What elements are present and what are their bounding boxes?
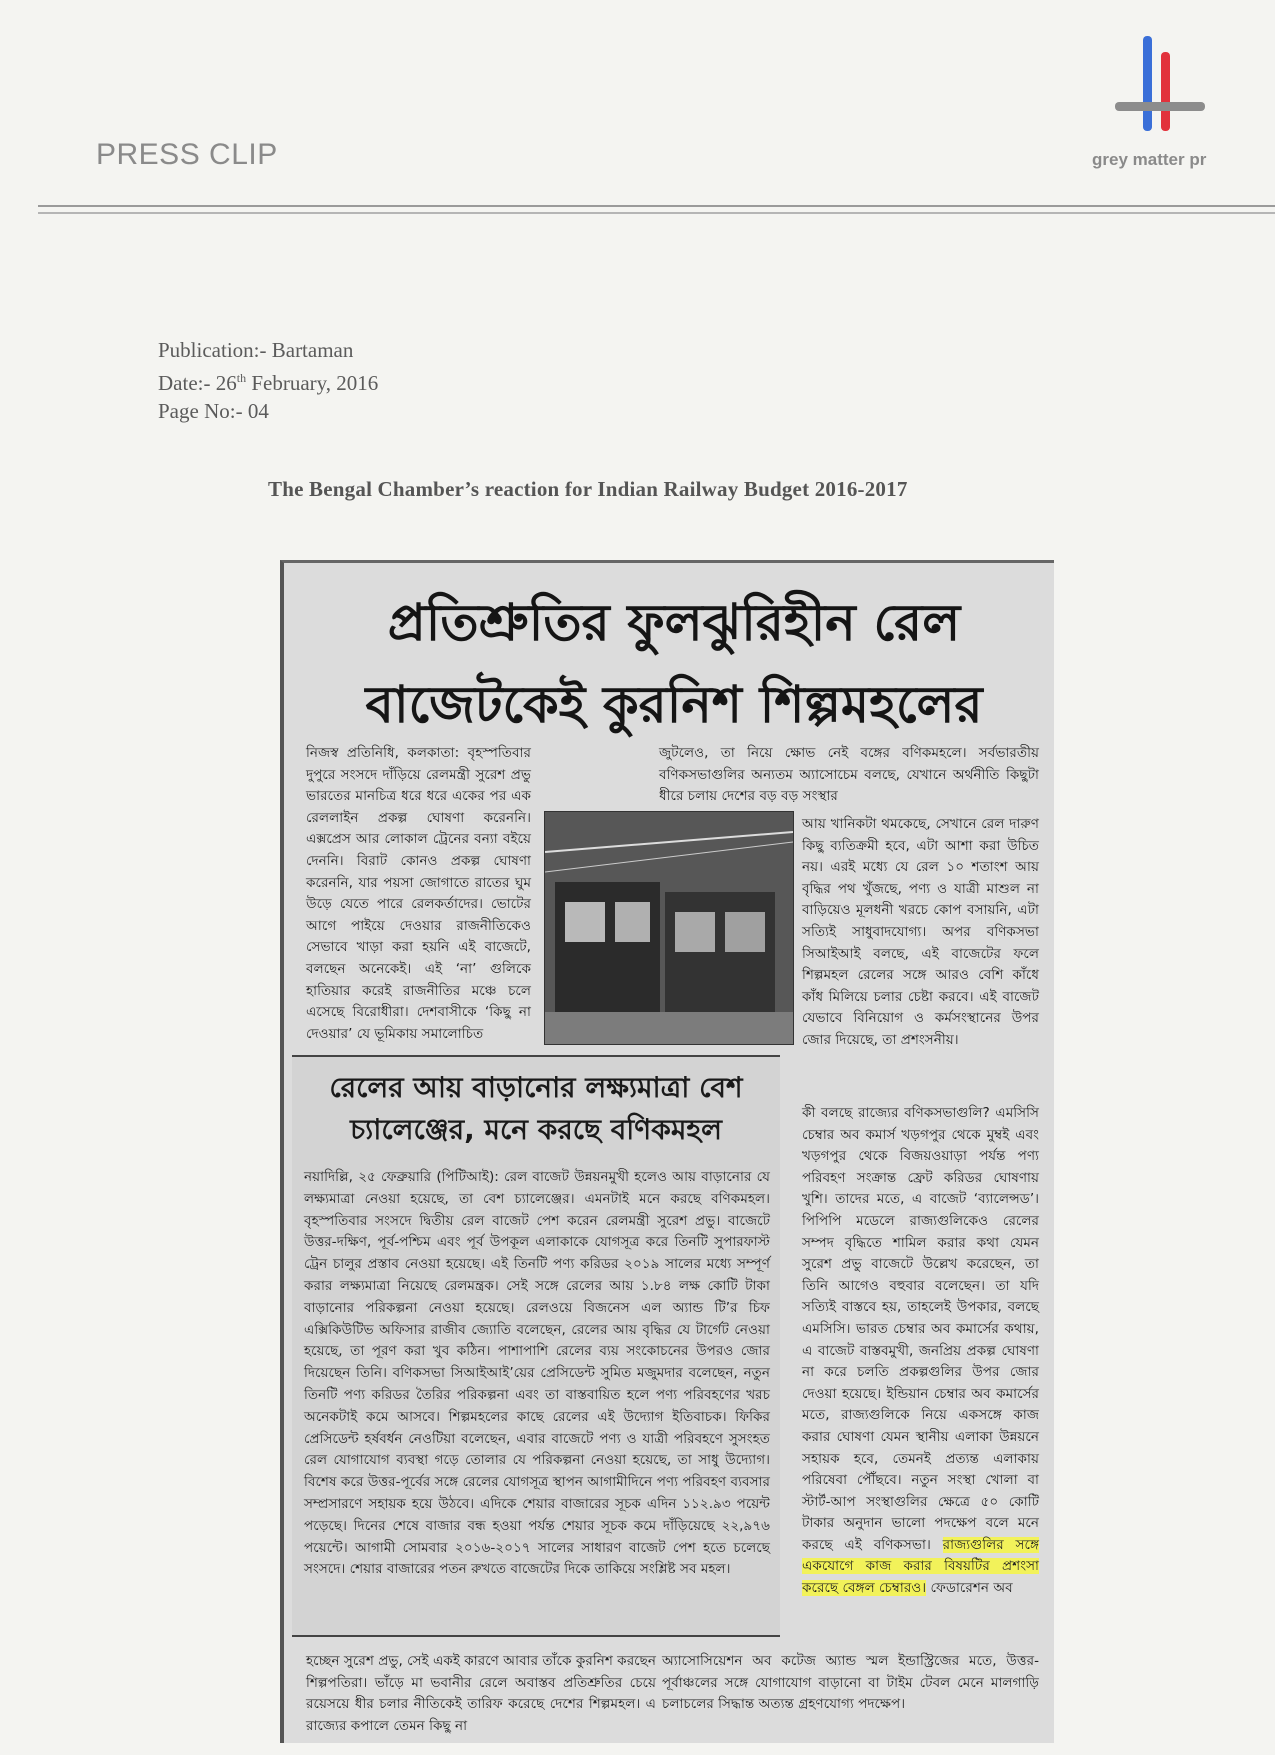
highlighted-text: রাজ্যগুলির সঙ্গে একযোগে কাজ করার বিষয়টির প্রশংসা করেছে বেঙ্গল চেম্বারও। [802,1536,1040,1597]
date-line: Date:- 26th February, 2016 [158,371,379,395]
header-rule [38,205,1275,207]
article-column-3: আয় খানিকটা থমকেছে, সেখানে রেল দারুণ কিছু ব্যতিক্রমী হবে, এটা আশা করা উচিত নয়। এরই মধ্যে যে রেল ১০ শতাংশ আয় বৃদ্ধির পথ খুঁজছে, পণ্য ও যাত্রী মাশুল না বাড়িয়েও মূলধনী খরচে কোপ বসায়নি, এটা সত্যিই সাধুবাদযোগ্য। অপর বণিকসভা সিআইআই বলছে, এই বাজেটের ফলে শিল্পমহল রেলের সঙ্গে আরও বেশি কাঁধে কাঁধ মিলিয়ে চলার চেষ্টা করবে। এই বাজেট যেভাবে বিনিয়োগ ও কর্মসংস্থানের উপর জোর দিয়েছে, তা প্রশংসনীয়। [802,816,1039,1048]
page-line: Page No:- 04 [158,399,269,423]
train-photo [544,811,794,1045]
article-column-5: হচ্ছেন সুরেশ প্রভু, সেই একই কারণে আবার তাঁকে কুরনিশ করছেন শিল্পপতিরা। ভাঁড়ে মা ভবানীর রেলে অবাস্তব প্রতিশ্রুতির চেয়ে রয়েসয়ে ধীর চলার নীতিকেই তারিফ করেছে দেশের শিল্পমহল। এ রাজ্যের কপালে তেমন কিছু না [306,1653,656,1734]
publication-meta [158,336,378,425]
article-headline: প্রতিশ্রুতির ফুলঝুরিহীন রেল বাজেটকেই কুরনিশ শিল্পমহলের [365,594,983,735]
sub-article-headline: রেলের আয় বাড়ানোর লক্ষ্যমাত্রা বেশ চ্যালেঞ্জের, মনে করছে বণিকমহল [329,1071,743,1146]
sub-article [292,1055,780,1637]
logo-text: grey matter pr [1092,150,1207,169]
logo-blue-bar [1143,36,1152,131]
article-column-4: কী বলছে রাজ্যের বণিকসভাগুলি? এমসিসি চেম্বার অব কমার্স খড়গপুর থেকে মুম্বই এবং খড়গপুর থেকে বিজয়ওয়াড়া পর্যন্ত পণ্য পরিবহণ সংক্রান্ত ফ্রেট করিডর ঘোষণায় খুশি। তাদের মতে, এ বাজেট ‘ব্যালেন্সড’। পিপিপি মডেলে রাজ্যগুলিকেও রেলের সম্পদ বৃদ্ধিতে শামিল করার কথা যেমন সুরেশ প্রভু বাজেটে উল্লেখ করেছেন, তা তিনি আগেও বহুবার বলেছেন। তা যদি সত্যিই বাস্তবে হয়, তাহলেই উপকার, বলছে এমসিসি। ভারত চেম্বার অব কমার্সের কথায়, এ বাজেট বাস্তবমুখী, জনপ্রিয় প্রকল্প ঘোষণা না করে চলতি প্রকল্পগুলির উপর জোর দেওয়া হয়েছে। ইন্ডিয়ান চেম্বার অব কমার্সের মতে, রাজ্যগুলিকে নিয়ে একসঙ্গে কাজ করার ঘোষণা যেমন স্থানীয় এলাকা উন্নয়নে সহায়ক হবে, তেমনই প্রত্যন্ত এলাকায় পরিষেবা পৌঁছবে। নতুন সংস্থা খোলা বা স্টার্ট-আপ সংস্থাগুলির ক্ষেত্রে ৫০ কোটি টাকার অনুদান ভালো পদক্ষেপ বলে মনে করছে এই বণিকসভা। রাজ্যগুলির সঙ্গে একযোগে কাজ করার বিষয়টির প্রশংসা করেছে বেঙ্গল চেম্বারও। ফেডারেশন অব [802,1105,1040,1597]
logo-red-bar [1161,52,1170,131]
article-column-1: নিজস্ব প্রতিনিধি, কলকাতা: বৃহস্পতিবার দুপুরে সংসদে দাঁড়িয়ে রেলমন্ত্রী সুরেশ প্রভু ভারতের মানচিত্র ধরে ধরে একের পর এক রেললাইন প্রকল্প ঘোষণা করেননি। এক্সপ্রেস আর লোকাল ট্রেনের বন্যা বইয়ে দেননি। বিরাট কোনও প্রকল্প ঘোষণা করেননি, যার পয়সা জোগাতে রাতের ঘুম উড়ে যেতে পারে রেলকর্তাদের। ভোটের আগে পাইয়ে দেওয়ার রাজনীতিকেও সেভাবে খাড়া করা হয়নি এই বাজেটে, বলছেন অনেকেই। এই ‘না’ গুলিকে হাতিয়ার করেই রাজনীতির মঞ্চে চলে এসেছে বিরোধীরা। দেশবাসীকে ‘কিছু না দেওয়ার’ যে ভূমিকায় সমালোচিত [306,745,531,1042]
article-column-2-top: জুটলেও, তা নিয়ে ক্ষোভ নেই বঙ্গের বণিকমহলে। সর্বভারতীয় বণিকসভাগুলির অন্যতম অ্যাসোচেম বলছে, যেখানে অর্থনীতি কিছুটা ধীরে চলায় দেশের বড় বড় সংস্থার [659,745,1039,805]
newspaper-clipping [280,560,1054,1743]
header-rule-secondary [38,212,1275,214]
publication-line: Publication:- Bartaman [158,338,354,362]
article-column-6: অ্যাসোসিয়েশন অব কটেজ অ্যান্ড স্মল ইন্ডাস্ট্রিজের মতে, উত্তর-পূর্বাঞ্চলের সঙ্গে যোগাযোগ বাড়ানো বা টাইম টেবল মেনে মালগাড়ি চলাচলের সিদ্ধান্ত অত্যন্ত গ্রহণযোগ্য পদক্ষেপ। [662,1653,1039,1713]
logo-gray-bar [1115,102,1205,111]
press-clip-label: PRESS CLIP [96,138,278,171]
clip-caption: The Bengal Chamber’s reaction for Indian Railway Budget 2016-2017 [268,477,908,501]
sub-article-body: নয়াদিল্লি, ২৫ ফেব্রুয়ারি (পিটিআই): রেল বাজেট উন্নয়নমুখী হলেও আয় বাড়ানোর যে লক্ষ্যমাত্রা নেওয়া হয়েছে, তা বেশ চ্যালেঞ্জের। এমনটাই মনে করছে বণিকমহল। বৃহস্পতিবার সংসদে দ্বিতীয় রেল বাজেট পেশ করেন রেলমন্ত্রী সুরেশ প্রভু। বাজেটে উত্তর-দক্ষিণ, পূর্ব-পশ্চিম এবং পূর্ব উপকূল এলাকাকে যোগসূত্র করে তিনটি সুপারফাস্ট ট্রেন চালুর প্রস্তাব নেওয়া হয়েছে। এই তিনটি পণ্য করিডর ২০১৯ সালের মধ্যে সম্পূর্ণ করার লক্ষ্যমাত্রা নিয়েছে রেলমন্ত্রক। সেই সঙ্গে রেলের আয় ১.৮৪ লক্ষ কোটি টাকা বাড়ানোর পরিকল্পনা নেওয়া হয়েছে। রেলওয়ে বিজনেস এল অ্যান্ড টি’র চিফ এক্সিকিউটিভ অফিসার রাজীব জ্যোতি বলেছেন, রেলের আয় বৃদ্ধির যে টার্গেট নেওয়া হয়েছে, তা পূরণ করা খুব কঠিন। পাশাপাশি রেলের ব্যয় সংকোচনের উপরও জোর দিয়েছেন তিনি। বণিকসভা সিআইআই’য়ের প্রেসিডেন্ট সুমিত মজুমদার বলেছেন, নতুন তিনটি পণ্য করিডর তৈরির পরিকল্পনা এবং তা বাস্তবায়িত হলে পণ্য পরিবহণের খরচ অনেকটাই কমে আসবে। শিল্পমহলের কাছে রেলের এই উদ্যোগ ইতিবাচক। ফিকির প্রেসিডেন্ট হর্ষবর্ধন নেওটিয়া বলেছেন, এবার বাজেটে পণ্য ও যাত্রী পরিবহণে সুসংহত রেল যোগাযোগ ব্যবস্থা গড়ে তোলার যে পরিকল্পনা নেওয়া হয়েছে, তা সাধু উদ্যোগ। বিশেষ করে উত্তর-পূর্বের সঙ্গে রেলের যোগসূত্র স্থাপন আগামীদিনে পণ্য পরিবহণ ব্যবসার সম্প্রসারণে সহায়ক হয়ে উঠবে। এদিকে শেয়ার বাজারের সূচক এদিন ১১২.৯৩ পয়েন্ট পড়েছে। দিনের শেষে বাজার বন্ধ হওয়া পর্যন্ত শেয়ার সূচক কমে দাঁড়িয়েছে ২২,৯৭৬ পয়েন্টে। আগামী সোমবার ২০১৬-২০১৭ সালের সাধারণ বাজেট পেশ হতে চলেছে সংসদে। শেয়ার বাজারের পতন রুখতে বাজেটের দিকে তাকিয়ে সংশ্লিষ্ট সব মহল। [304,1169,770,1578]
